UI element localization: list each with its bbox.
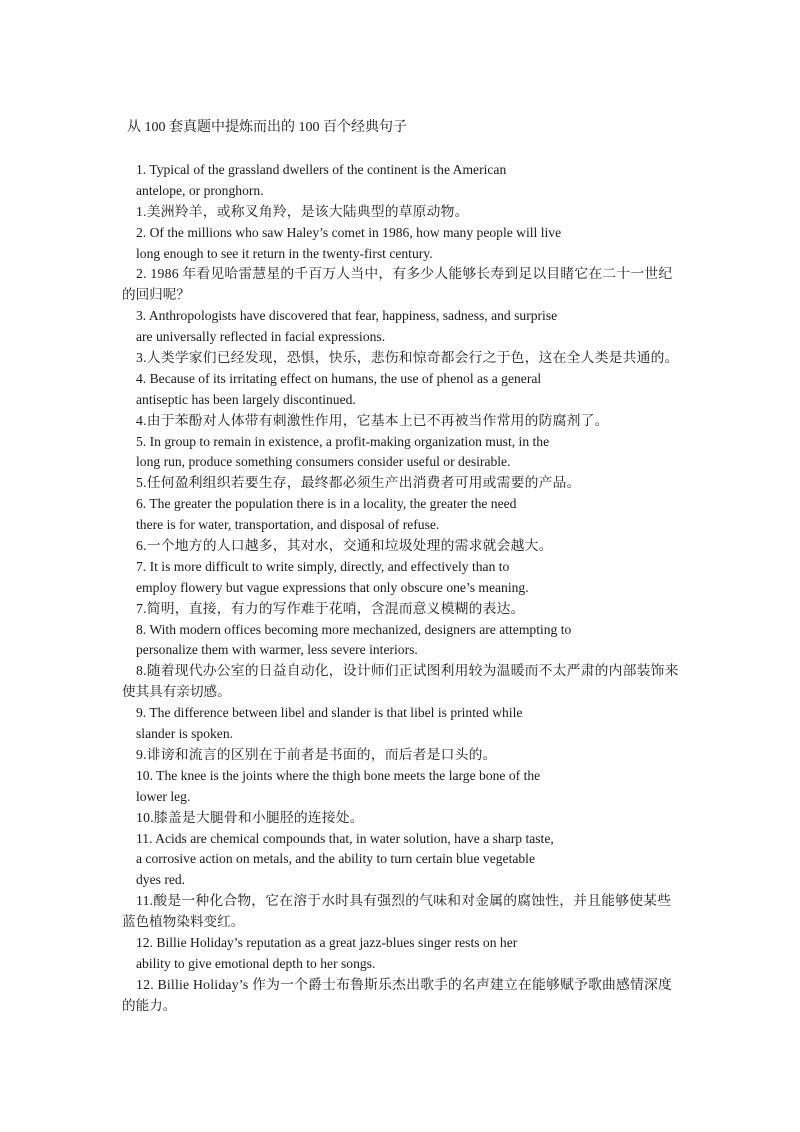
sentence-10-en-line-1: 10. The knee is the joints where the thigh bone meets the large bone of the: [136, 767, 541, 783]
sentence-11-en-line-1: 11. Acids are chemical compounds that, in water solution, have a sharp taste,: [136, 830, 554, 846]
sentence-7-zh-line-1: 7.简明，直接，有力的写作难于花哨，含混而意义模糊的表达。: [136, 600, 525, 616]
sentence-12-zh-line-2: 的能力。: [122, 997, 177, 1013]
sentence-5-zh-line-1: 5.任何盈利组织若要生存，最终都必须生产出消费者可用或需要的产品。: [136, 475, 581, 491]
sentence-1-zh-line-1: 1.美洲羚羊，或称叉角羚，是该大陆典型的草原动物。: [136, 203, 469, 219]
sentence-8-en-line-1: 8. With modern offices becoming more mechanized, designers are attempting to: [136, 621, 572, 637]
sentence-list: [0, 160, 800, 1017]
sentence-3-en-line-2: are universally reflected in facial expressions.: [136, 329, 386, 345]
sentence-10-zh-line-1: 10.膝盖是大腿骨和小腿胫的连接处。: [136, 809, 364, 825]
sentence-8-zh-line-1: 8.随着现代办公室的日益自动化，设计师们正试图利用较为温暖而不太严肃的内部装饰来: [136, 663, 679, 679]
sentence-9-en-line-1: 9. The difference between libel and slander is that libel is printed while: [136, 705, 523, 721]
sentence-9-en-line-2: slander is spoken.: [136, 726, 234, 742]
sentence-1-en-line-1: 1. Typical of the grassland dwellers of the continent is the American: [136, 162, 507, 177]
sentence-2-zh-line-2: 的回归呢？: [122, 287, 190, 303]
sentence-11-zh-line-1: 11.酸是一种化合物，它在溶于水时具有强烈的气味和对金属的腐蚀性，并且能够使某些: [136, 893, 672, 909]
sentence-3-zh-line-1: 3.人类学家们已经发现，恐惧，快乐，悲伤和惊奇都会行之于色，这在全人类是共通的。: [136, 350, 679, 366]
sentence-5-en-line-1: 5. In group to remain in existence, a profit-making organization must, in the: [136, 433, 550, 449]
sentence-1-en-line-2: antelope, or pronghorn.: [136, 182, 264, 198]
sentence-2-zh-line-1: 2. 1986 年看见哈雷慧星的千百万人当中，有多少人能够长寿到足以目睹它在二十一世纪: [136, 266, 673, 282]
sentence-12-en-line-2: ability to give emotional depth to her songs.: [136, 955, 376, 971]
sentence-12-en-line-1: 12. Billie Holiday’s reputation as a great jazz-blues singer rests on her: [136, 934, 518, 950]
sentence-11-zh-line-2: 蓝色植物染料变红。: [122, 914, 245, 930]
sentence-9-zh-line-1: 9.诽谤和流言的区别在于前者是书面的，而后者是口头的。: [136, 746, 497, 762]
sentence-8-en-line-2: personalize them with warmer, less severe interiors.: [136, 642, 418, 658]
sentence-3-en-line-1: 3. Anthropologists have discovered that fear, happiness, sadness, and surprise: [136, 308, 558, 324]
sentence-8-zh-line-2: 使其具有亲切感。: [122, 684, 231, 700]
sentence-6-zh-line-1: 6.一个地方的人口越多，其对水，交通和垃圾处理的需求就会越大。: [136, 538, 553, 554]
sentence-2-en-line-2: long enough to see it return in the twenty-first century.: [136, 245, 433, 261]
document-title: 从 100 套真题中提炼而出的 100 百个经典句子: [127, 120, 407, 135]
sentence-4-zh-line-1: 4.由于苯酚对人体带有刺激性作用，它基本上已不再被当作常用的防腐剂了。: [136, 412, 609, 428]
sentence-11-en-line-2: a corrosive action on metals, and the ability to turn certain blue vegetable: [136, 851, 535, 867]
sentence-4-en-line-1: 4. Because of its irritating effect on humans, the use of phenol as a general: [136, 370, 542, 386]
sentence-10-en-line-2: lower leg.: [136, 788, 191, 804]
sentence-6-en-line-1: 6. The greater the population there is in a locality, the greater the need: [136, 496, 517, 512]
sentence-12-zh-line-1: 12. Billie Holiday’s 作为一个爵士布鲁斯乐杰出歌手的名声建立在能够赋予歌曲感情深度: [136, 976, 673, 992]
sentence-6-en-line-2: there is for water, transportation, and disposal of refuse.: [136, 517, 440, 533]
sentence-7-en-line-1: 7. It is more difficult to write simply, directly, and effectively than to: [136, 558, 510, 574]
sentence-11-en-line-3: dyes red.: [136, 872, 186, 888]
sentence-7-en-line-2: employ flowery but vague expressions that only obscure one’s meaning.: [136, 579, 529, 595]
sentence-2-en-line-1: 2. Of the millions who saw Haley’s comet in 1986, how many people will live: [136, 224, 562, 240]
sentence-5-en-line-2: long run, produce something consumers consider useful or desirable.: [136, 454, 511, 470]
sentence-4-en-line-2: antiseptic has been largely discontinued.: [136, 391, 356, 407]
